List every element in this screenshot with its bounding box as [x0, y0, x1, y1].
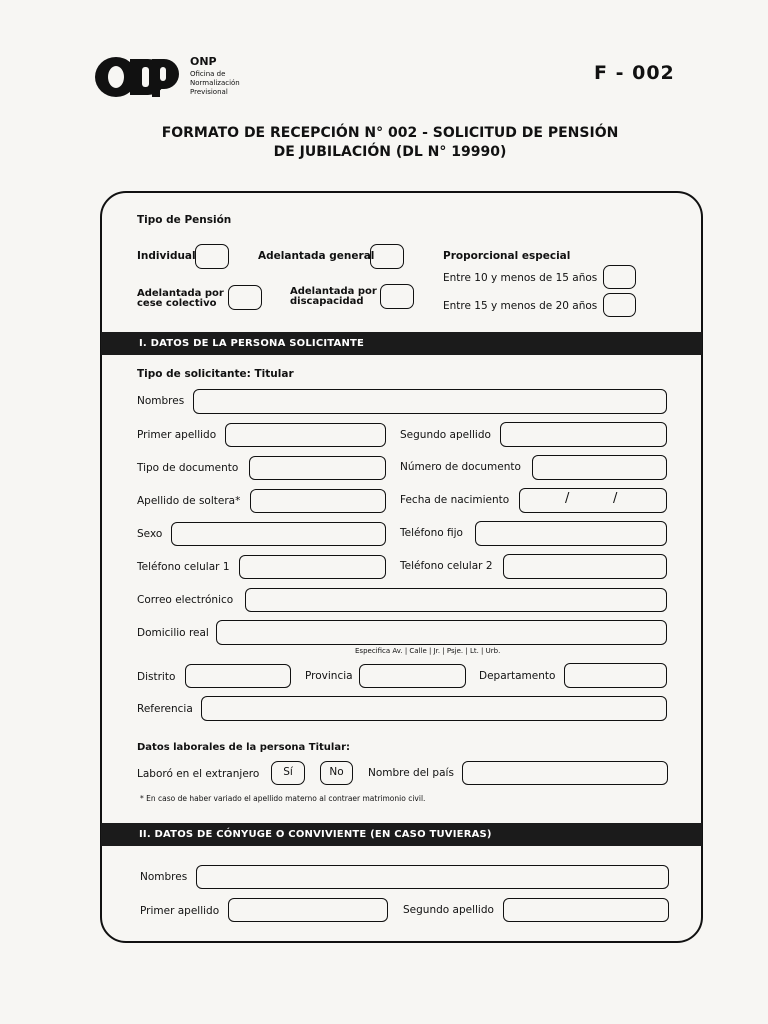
si-option[interactable]: Sí [271, 761, 305, 785]
individual-label: Individual [137, 250, 196, 262]
referencia-label: Referencia [137, 703, 193, 715]
tipo-documento-field[interactable] [249, 456, 386, 480]
date-separator: / [613, 491, 618, 506]
section2-header: II. DATOS DE CÓNYUGE O CONVIVIENTE (EN CASO TUVIERAS) [101, 823, 702, 846]
footnote: * En caso de haber variado el apellido materno al contraer matrimonio civil. [140, 794, 426, 803]
apellido-soltera-field[interactable] [250, 489, 386, 513]
celular1-label: Teléfono celular 1 [137, 561, 230, 573]
apellido-soltera-label: Apellido de soltera* [137, 495, 241, 507]
primer-apellido-label: Primer apellido [137, 429, 217, 441]
sexo-field[interactable] [171, 522, 386, 546]
departamento-label: Departamento [479, 670, 556, 682]
form-title: FORMATO DE RECEPCIÓN N° 002 - SOLICITUD DE PENSIÓN [161, 125, 619, 141]
entre-15-20-checkbox[interactable] [603, 293, 636, 317]
proporcional-especial-label: Proporcional especial [443, 250, 571, 262]
cese-colectivo-checkbox[interactable] [228, 285, 262, 310]
segundo-apellido-field[interactable] [500, 422, 667, 447]
primer-apellido-field[interactable] [225, 423, 386, 447]
celular2-label: Teléfono celular 2 [400, 560, 493, 572]
laboro-extranjero-label: Laboró en el extranjero [137, 768, 260, 780]
nombres-label: Nombres [137, 395, 185, 407]
conyuge-primer-apellido-field[interactable] [228, 898, 388, 922]
telefono-fijo-field[interactable] [475, 521, 667, 546]
conyuge-segundo-apellido-field[interactable] [503, 898, 669, 922]
form-code: F - 002 [594, 62, 675, 84]
telefono-fijo-label: Teléfono fijo [400, 527, 463, 539]
conyuge-primer-apellido-label: Primer apellido [140, 905, 220, 917]
fecha-nacimiento-label: Fecha de nacimiento [400, 494, 510, 506]
labor-heading: Datos laborales de la persona Titular: [137, 742, 351, 753]
conyuge-nombres-field[interactable] [196, 865, 669, 889]
entre-10-15-label: Entre 10 y menos de 15 años [443, 272, 598, 284]
celular1-field[interactable] [239, 555, 386, 579]
org-name-line: Previsional [190, 88, 228, 96]
individual-checkbox[interactable] [195, 244, 229, 269]
discapacidad-label: Adelantada por [290, 286, 377, 297]
org-name-line: Oficina de [190, 70, 226, 78]
adelantada-general-checkbox[interactable] [370, 244, 404, 269]
pension-type-heading: Tipo de Pensión [137, 214, 232, 226]
cese-colectivo-label: cese colectivo [137, 298, 217, 309]
applicant-type-label: Tipo de solicitante: Titular [137, 368, 294, 380]
numero-documento-field[interactable] [532, 455, 667, 480]
nombre-pais-label: Nombre del país [368, 767, 454, 779]
departamento-field[interactable] [564, 663, 667, 688]
segundo-apellido-label: Segundo apellido [400, 429, 491, 441]
discapacidad-label: discapacidad [290, 296, 364, 307]
distrito-label: Distrito [137, 671, 176, 683]
conyuge-nombres-label: Nombres [140, 871, 188, 883]
sexo-label: Sexo [137, 528, 163, 540]
form-title: DE JUBILACIÓN (DL N° 19990) [273, 144, 507, 160]
nombre-pais-field[interactable] [462, 761, 668, 785]
no-option[interactable]: No [320, 761, 353, 785]
tipo-documento-label: Tipo de documento [137, 462, 239, 474]
domicilio-hint: Especifica Av. | Calle | Jr. | Psje. | Lt. | Urb. [355, 647, 501, 655]
onp-logo [94, 55, 182, 99]
section1-header: I. DATOS DE LA PERSONA SOLICITANTE [101, 332, 702, 355]
date-separator: / [565, 491, 570, 506]
correo-field[interactable] [245, 588, 667, 612]
adelantada-general-label: Adelantada general [258, 250, 375, 262]
provincia-field[interactable] [359, 664, 466, 688]
celular2-field[interactable] [503, 554, 667, 579]
entre-15-20-label: Entre 15 y menos de 20 años [443, 300, 598, 312]
domicilio-field[interactable] [216, 620, 667, 645]
conyuge-segundo-apellido-label: Segundo apellido [403, 904, 494, 916]
referencia-field[interactable] [201, 696, 667, 721]
correo-label: Correo electrónico [137, 594, 234, 606]
nombres-field[interactable] [193, 389, 667, 414]
entre-10-15-checkbox[interactable] [603, 265, 636, 289]
numero-documento-label: Número de documento [400, 461, 521, 473]
provincia-label: Provincia [305, 670, 353, 682]
org-acronym: ONP [190, 55, 217, 68]
distrito-field[interactable] [185, 664, 291, 688]
cese-colectivo-label: Adelantada por [137, 288, 224, 299]
domicilio-label: Domicilio real [137, 627, 209, 639]
discapacidad-checkbox[interactable] [380, 284, 414, 309]
org-name-line: Normalización [190, 79, 240, 87]
fecha-nacimiento-field[interactable] [519, 488, 667, 513]
